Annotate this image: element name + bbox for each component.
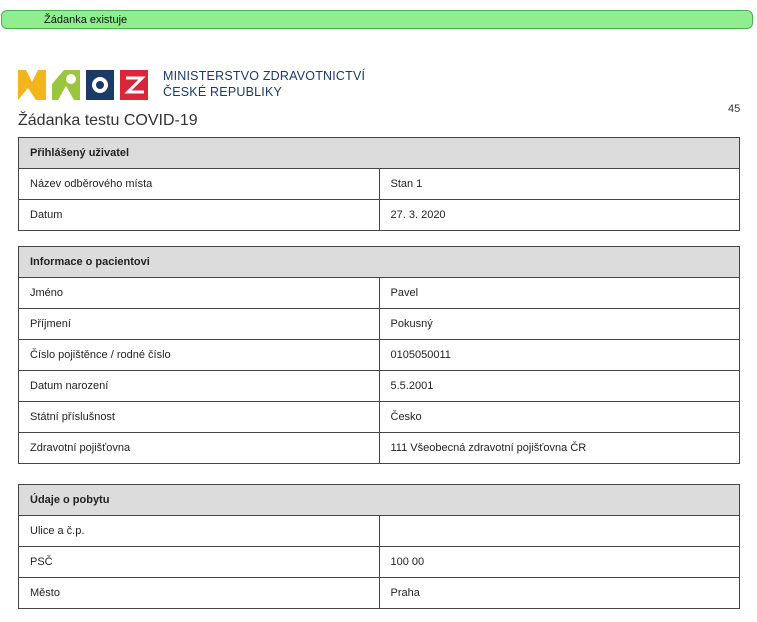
table-row	[19, 200, 740, 231]
row-value: Pokusný	[379, 309, 740, 340]
section-header: Přihlášený uživatel	[19, 138, 740, 169]
table-row	[19, 516, 740, 547]
row-label: Jméno	[19, 278, 380, 309]
row-label: Státní příslušnost	[19, 402, 380, 433]
row-value: 111 Všeobecná zdravotní pojišťovna ČR	[379, 433, 740, 464]
row-value: 100 00	[379, 547, 740, 578]
row-value: Pavel	[379, 278, 740, 309]
status-alert	[1, 10, 753, 29]
ministry-name-line2: ČESKÉ REPUBLIKY	[163, 85, 283, 99]
table-row	[19, 578, 740, 609]
row-value: 5.5.2001	[379, 371, 740, 402]
row-label: Ulice a č.p.	[19, 516, 380, 547]
page-title: Žádanka testu COVID-19	[18, 112, 198, 129]
section-header: Informace o pacientovi	[19, 247, 740, 278]
ministry-logo	[18, 70, 150, 100]
row-value	[379, 516, 740, 547]
row-label: Zdravotní pojišťovna	[19, 433, 380, 464]
residence-section	[18, 484, 740, 609]
section-header: Údaje o pobytu	[19, 485, 740, 516]
table-row	[19, 309, 740, 340]
row-value: 0105050011	[379, 340, 740, 371]
logged-user-section	[18, 137, 740, 231]
table-row	[19, 433, 740, 464]
patient-info-section	[18, 246, 740, 464]
table-row	[19, 402, 740, 433]
table-row	[19, 547, 740, 578]
row-value: Česko	[379, 402, 740, 433]
table-row	[19, 169, 740, 200]
row-value: Stan 1	[379, 169, 740, 200]
row-label: Město	[19, 578, 380, 609]
row-value: 27. 3. 2020	[379, 200, 740, 231]
row-label: Příjmení	[19, 309, 380, 340]
ministry-name	[163, 68, 365, 100]
request-counter: 45	[728, 103, 741, 115]
row-label: Datum narození	[19, 371, 380, 402]
row-label: Datum	[19, 200, 380, 231]
row-label: Název odběrového místa	[19, 169, 380, 200]
status-alert-text: Žádanka existuje	[44, 14, 128, 26]
row-label: PSČ	[19, 547, 380, 578]
table-row	[19, 340, 740, 371]
row-value: Praha	[379, 578, 740, 609]
row-label: Číslo pojištěnce / rodné číslo	[19, 340, 380, 371]
ministry-name-line1: MINISTERSTVO ZDRAVOTNICTVÍ	[163, 69, 366, 83]
table-row	[19, 371, 740, 402]
table-row	[19, 278, 740, 309]
